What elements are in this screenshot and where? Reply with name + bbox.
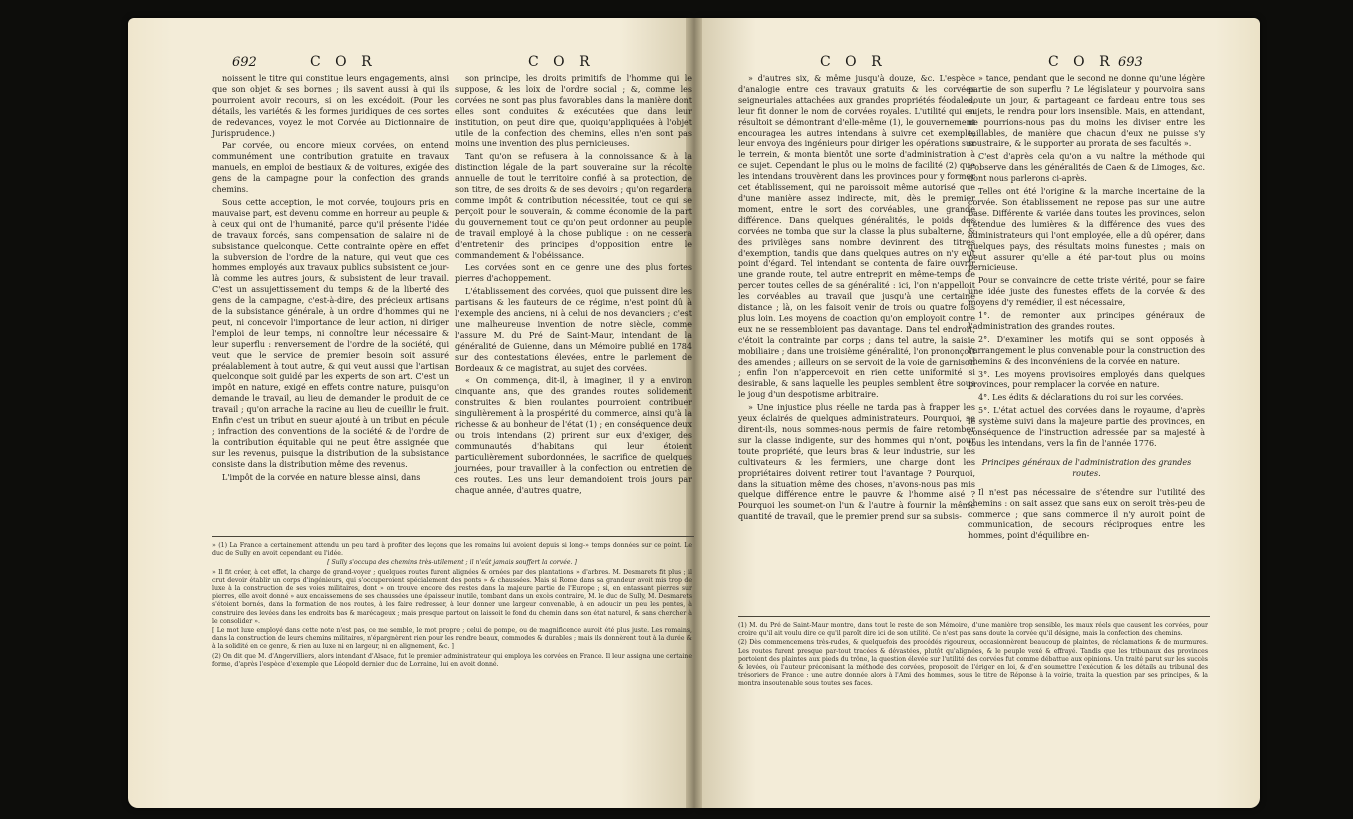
footnote: [ Sully s'occupa des chemins très-utilement ; il n'eût jamais souffert la corvée. ] [327,559,577,567]
paragraph: 1°. de remonter aux principes généraux de l'administration des grandes routes. [968,311,1205,331]
paragraph: Il n'est pas nécessaire de s'étendre sur l'utilité des chemins : on sait assez que sans eux on seroit très-peu de commerce ; que sans commerce il n'y auroit point de communication, de secours réciproques entre les hommes, point d'équilibre en- [968,487,1205,541]
footnote-rule [212,536,694,537]
paragraph: 4°. Les édits & déclarations du roi sur les corvées. [978,393,1184,403]
paragraph: 5°. L'état actuel des corvées dans le royaume, d'après le système suivi dans la majeure partie des provinces, en conséquence de l'instruction adressée par sa majesté à tous les intendans, vers la fin de l'année 1776. [968,406,1205,448]
paragraph: Telles ont été l'origine & la marche incertaine de la corvée. Son établissement ne repose pas sur une autre base. Différente & variée dans toutes les provinces, selon l'étendue des lumières & la différence des vues des administrateurs qui l'ont employée, elle a dû opérer, dans quelques pays, des résultats moins funestes ; mais on peut assurer qu'elle a été par-tout plus ou moins pernicieuse. [968,187,1205,273]
footnote: » (1) La France a certainement attendu un peu tard à profiter des leçons que les romains lui avoient depuis si long-» temps données sur ce point. Le duc de Sully en avoit cependant eu l'idée. [212,542,692,558]
paragraph: Sous cette acception, le mot corvée, toujours pris en mauvaise part, est devenu comme en horreur au peuple & à ceux qui ont de l'humanité, parce qu'il présente l'idée de travaux forcés, sans compensation de salaire ni de subsistance quelconque. Cette contrainte opère en effet la subversion de l'ordre de la nature, qui veut que ces hommes employés aux travaux publics subsistent ce jour-là comme les autres jours, & subsistent de leur travail. C'est un assujettissement du temps & de la liberté des gens de la campagne, c'est-à-dire, des précieux artisans de la subsistance générale, à un ordre d'hommes qui ne peut, ni concevoir l'importance de leur action, ni diriger l'emploi de leur temps, ni connoître leur nécessaire & leur superflu : renversement de l'ordre de la société, qui veut que le service de premier besoin soit assuré préalablement à tout autre, & qui veut aussi que l'artisan quelconque soit guidé par les experts de son art. C'est un impôt en nature, exigé en effets contre nature, puisqu'on demande le travail, au lieu de demander le produit de ce travail ; qu'on arrache la racine au lieu de cueillir le fruit. Enfin c'est un tribut en sueur ajouté à un tribut en pécule ; infraction des conventions de la société & de l'ordre de la contribution équitable qui ne peut être assignée que sur les revenus, puisque la distribution de la subsistance consiste dans la distribution même des revenus. [212,197,449,469]
footnote: (2) Dès commencemens très-rudes, & quelquefois des procédés rigoureux, occasionnèrent beaucoup de plaintes, de réclamations & de murmures. Les routes furent presque par-tout tracées & dévastées, plutôt qu'alignées, & le peuple vexé & effrayé. Tandis que les tribunaux des provinces portoient des plaintes aux pieds du trône, la question élevée sur l'utilité des corvées fut comme débattue aux opinions. Un traité parut sur les succès & levées, où l'auteur préconisant la méthode des corvées, proposoit de l'ériger en loi, & d'en soumettre l'exécution & les détails au tribunal des trésoriers de France : une autre donnée alors à l'Ami des hommes, sous le titre de Réponse à la voirie, traita la question par ses principes, & la montra insoutenable sous toutes ses faces. [738,639,1208,688]
paragraph: L'établissement des corvées, quoi que puissent dire les partisans & les fauteurs de ce régime, n'est point dû à l'exemple des anciens, ni à celui de nos devanciers ; c'est une malheureuse invention de notre siècle, comme l'assure M. du Pré de Saint-Maur, intendant de la généralité de Guienne, dans un Mémoire publié en 1784 sur des contestations élevées, entre le parlement de Bordeaux & ce magistrat, au sujet des corvées. [455,287,692,373]
paragraph: C'est d'après cela qu'on a vu naître la méthode qui s'observe dans les généralités de Caen & de Limoges, &c. dont nous parlerons ci-après. [968,152,1205,184]
footnote: [ Le mot luxe employé dans cette note n'est pas, ce me semble, le mot propre ; celui de pompe, ou de magnificence auroit été plus juste. Les romains, dans la construction de leurs chemins militaires, n'épargnèrent rien pour les rendre beaux, commodes & durables ; mais ils donnèrent tout à la durée & à la solidité en ce genre, & rien au luxe ni en largeur, ni en alignement, &c. ] [212,627,692,651]
paragraph: L'impôt de la corvée en nature blesse ainsi, dans [222,472,421,482]
left-header-left: C O R [310,54,377,70]
right-page-number: 693 [1118,55,1143,70]
left-footnotes [212,542,692,670]
paragraph: son principe, les droits primitifs de l'homme qui le suppose, & les loix de l'ordre social ; &, comme les corvées ne sont pas plus favorables dans la manière dont elles sont conduites & exécutées que dans leur institution, on peut dire que, quoiqu'appliquées à l'objet utile de la confection des chemins, elles n'en sont pas moins une invention des plus pernicieuses. [455,74,692,149]
footnote-rule [738,616,1210,617]
right-column-1 [738,74,975,525]
right-column-2 [968,74,1205,544]
paragraph: » Une injustice plus réelle ne tarda pas à frapper les yeux éclairés de quelques administrateurs. Pourquoi, se dirent-ils, nous sommes-nous permis de faire retomber sur la classe indigente, sur des hommes qui n'ont, pour toute propriété, que leurs bras & leur industrie, sur les cultivateurs & les fermiers, une charge dont les propriétaires doivent retirer tout l'avantage ? Pourquoi, dans la situation même des choses, n'avons-nous pas mis quelque différence entre le pauvre & l'homme aisé ? Pourquoi les soumet-on l'un & l'autre à fournir la même quantité de travail, que le premier prend sur sa subsis- [738,403,975,522]
right-footnotes [738,622,1208,690]
left-column-2 [455,74,692,498]
left-page-number: 692 [232,55,257,70]
footnote: » Il fit créer, à cet effet, la charge de grand-voyer ; quelques routes furent alignées & ornées par des plantations » d'arbres. M. Desmarets fit plus ; il crut devoir établir un corps d'ingénieurs, qui s'occuperoient spécialement des ponts » & chaussées. Mais si Rome dans sa grandeur avoit mis trop de luxe à la construction de ses voies militaires, dont » on trouve encore des restes dans la majeure partie de l'Europe ; si, en entassant pierres sur pierres, elle avoit donné » aux encaissemens de ses chaussées une épaisseur inutile, tombant dans un excès contraire, M. le duc de Sully, M. Desmarets s'étoient bornés, dans la formation de nos routes, à les faire redresser, à leur donner une largeur convenable, à en adoucir un peu les pentes, à construire des levées dans les endroits bas & marécageux ; mais presque partout on laissoit le fond du chemin dans son état naturel, & sans chercher à le consolider ». [212,568,692,625]
section-heading: Principes généraux de l'administration des grandes routes. [981,457,1192,478]
paragraph: Pour se convaincre de cette triste vérité, pour se faire une idée juste des funestes effets de la corvée & des moyens d'y remédier, il est nécessaire, [968,276,1205,308]
paragraph: 3°. Les moyens provisoires employés dans quelques provinces, pour remplacer la corvée en nature. [968,369,1205,390]
left-column-1 [212,74,449,486]
paragraph: Les corvées sont en ce genre une des plus fortes pierres d'achoppement. [455,263,692,284]
paragraph: noissent le titre qui constitue leurs engagements, ainsi que son objet & ses bornes ; ils savent aussi à qui ils pourroient avoir recours, si on les excédoit. (Pour les détails, les variétés & les formes juridiques de ces sortes de redevances, voyez le mot Corvée au Dictionnaire de Jurisprudence.) [212,74,449,138]
footnote: (2) On dit que M. d'Angervilliers, alors intendant d'Alsace, fut le premier administrateur qui employa les corvées en France. Il leur assigna une certaine forme, d'après l'espèce d'exemple que Léopold dernier duc de Lorraine, lui en avoit donné. [212,652,692,668]
paragraph: 2°. D'examiner les motifs qui se sont opposés à l'arrangement le plus convenable pour la construction des chemins & des inconvéniens de la corvée en nature. [968,334,1205,366]
paragraph: Tant qu'on se refusera à la connoissance & à la distinction légale de la part souveraine sur la récolte annuelle de tout le territoire confié à sa protection, de son titre, de ses droits & de ses devoirs ; qu'on regardera comme impôt & contribution nécessitée, tout ce qui se perçoit pour le souverain, & comme économie de la part du gouvernement tout ce qu'on peut ordonner au peuple de travail employé à la chose publique : on ne cessera d'entretenir des principes d'opposition entre le commandement & l'obéissance. [455,152,692,260]
paragraph: » tance, pendant que le second ne donne qu'une légère partie de son superflu ? Le législateur y pourvoira sans doute un jour, & partageant ce fardeau entre tous ses sujets, le rendra pour lors insensible. Mais, en attendant, ne pourrions-nous pas du moins les diviser entre les taillables, de manière que chacun d'eux ne puisse s'y soustraire, & le supporter au prorata de ses facultés ». [968,74,1205,149]
paragraph: « On commença, dit-il, à imaginer, il y a environ cinquante ans, que des grandes routes solidement construites & bien roulantes pourroient contribuer singulièrement à la prospérité du commerce, ainsi qu'à la richesse & au bonheur de l'état (1) ; en conséquence deux ou trois intendans (2) prirent sur eux d'exiger, des communautés d'habitans qui leur étoient particulièrement subordonnées, le sacrifice de quelques journées, pour travailler à la confection ou entretien de ces routes. Les uns leur demandoient trois jours par chaque année, d'autres quatre, [455,376,692,495]
left-header-right: C O R [528,54,595,70]
paragraph: » d'autres six, & même jusqu'à douze, &c. L'espèce d'analogie entre ces travaux gratuits & les corvées seigneuriales attachées aux grandes propriétés féodales, leur fit donner le nom de corvées royales. L'utilité qui en résultoit se démontrant d'elle-même (1), le gouvernement encouragea les autres intendans à suivre cet exemple, leur envoya des ingénieurs pour diriger les opérations sur le terrein, & monta bientôt une sorte d'administration à ce sujet. Cependant le plus ou le moins de facilité (2) que les intendans trouvèrent dans les provinces pour y former cet établissement, qui ne paroissoit même autorisé que d'une manière assez indirecte, mit, dès le premier moment, entre le sort des corvéables, une grande différence. Dans quelques généralités, le poids des corvées ne tomba que sur la classe la plus subalterne, & des privilèges sans nombre devinrent des titres d'exemption, tandis que dans quelques autres on n'y eut point d'égard. Tel intendant se contenta de faire ouvrir une grande route, tel autre entreprit en même-temps de percer toutes celles de sa généralité : ici, l'on n'appelloit les corvéables au travail que jusqu'à une certaine distance ; là, on les faisoit venir de trois ou quatre fois plus loin. Les moyens de coaction qu'on employoit contre eux ne se ressembloient pas davantage. Dans tel endroit, c'étoit la contrainte par corps ; dans tel autre, la saisie mobiliaire ; dans une troisième généralité, l'on prononçoit des amendes ; ailleurs on se servoit de la voie de garnison ; enfin l'on n'appercevoit en rien cette uniformité si desirable, & sans laquelle les peuples semblent être sous le joug d'un despotisme arbitraire. [738,74,975,400]
paragraph: Par corvée, ou encore mieux corvées, on entend communément une contribution gratuite en travaux manuels, en emploi de bestiaux & de voitures, exigée des gens de la campagne pour la confection des grands chemins. [212,141,449,195]
footnote: (1) M. du Pré de Saint-Maur montre, dans tout le reste de son Mémoire, d'une manière trop sensible, les maux réels que causent les corvées, pour croire qu'il ait voulu dire ce qu'il paroît dire ici de son utilité. Ce n'est pas sans doute la corvée qu'il désigne, mais la confection des chemins. [738,622,1208,638]
right-header-right: C O R [1048,54,1115,70]
right-header-left: C O R [820,54,887,70]
